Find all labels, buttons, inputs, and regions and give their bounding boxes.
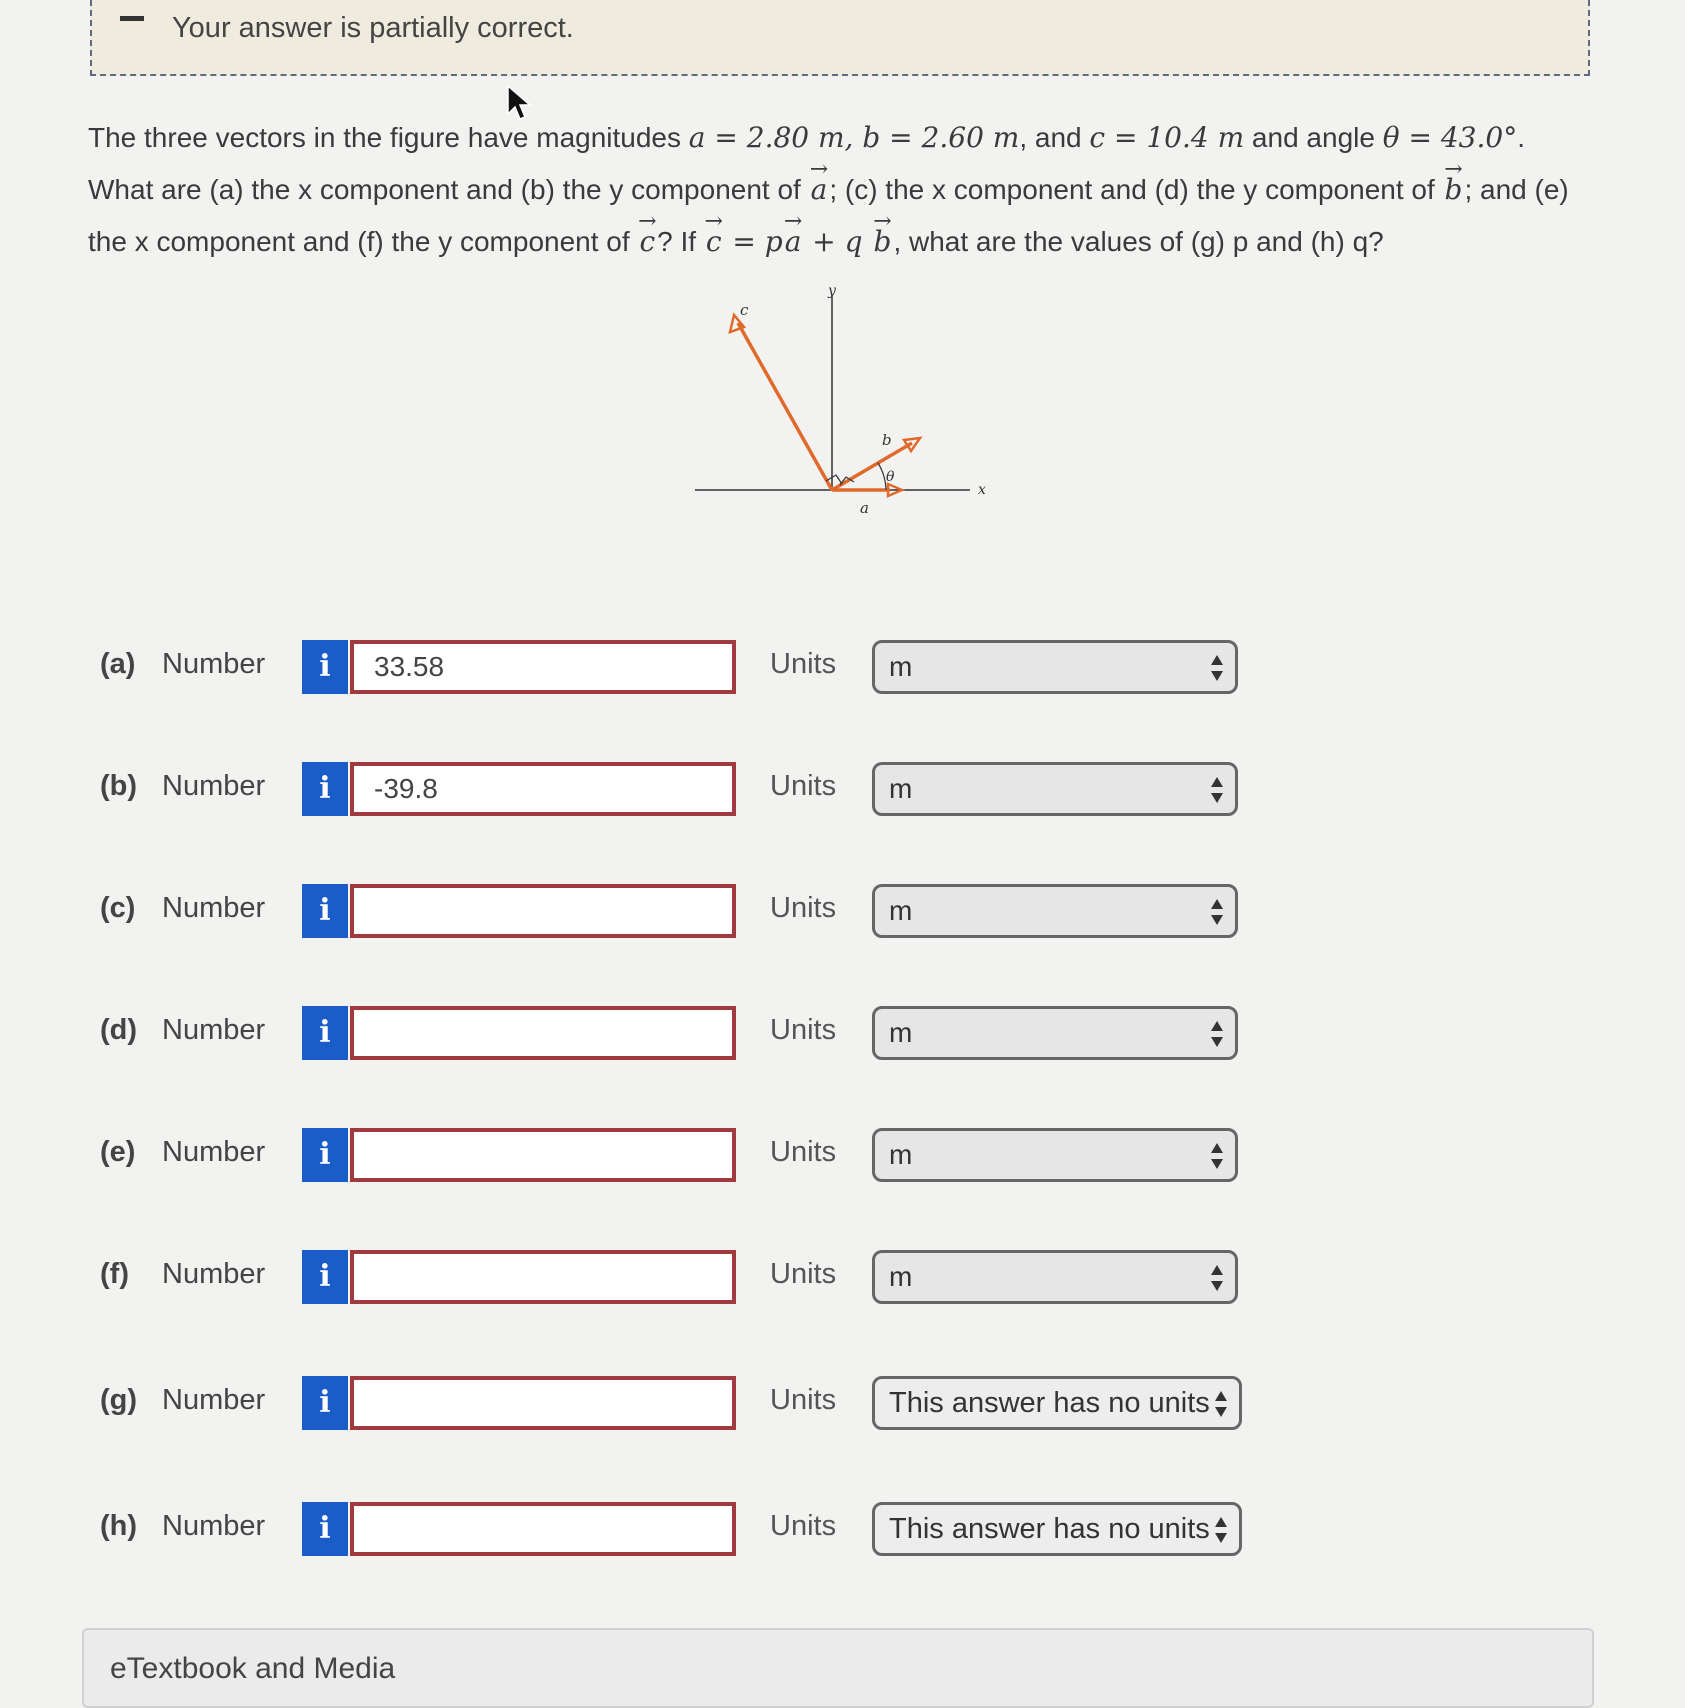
updown-arrows-icon: [1209, 1141, 1225, 1171]
units-select[interactable]: [872, 1006, 1238, 1060]
info-icon[interactable]: i: [302, 1006, 348, 1060]
part-label: (f): [100, 1258, 129, 1290]
number-label: Number: [162, 1136, 266, 1168]
part-label: (c): [100, 892, 136, 924]
vector-c-line: [738, 323, 832, 490]
units-label: Units: [770, 1014, 837, 1046]
units-value: m: [889, 773, 913, 804]
y-axis-label: y: [828, 285, 836, 299]
etextbook-panel[interactable]: [82, 1628, 1594, 1708]
answer-row-h: [0, 1502, 1685, 1558]
vector-b-label: b: [882, 431, 892, 449]
units-value: m: [889, 1261, 913, 1292]
answer-input[interactable]: [350, 1250, 736, 1304]
info-icon[interactable]: i: [302, 762, 348, 816]
updown-arrows-icon: [1213, 1515, 1229, 1545]
updown-arrows-icon: [1209, 897, 1225, 927]
units-select[interactable]: [872, 762, 1238, 816]
units-select[interactable]: [872, 1502, 1242, 1556]
answer-row-a: [0, 640, 1685, 696]
answer-row-g: [0, 1376, 1685, 1432]
updown-arrows-icon: [1209, 775, 1225, 805]
vector-a-label: a: [860, 499, 869, 517]
vector-b-line: [832, 443, 912, 490]
units-value: m: [889, 651, 913, 682]
units-value: This answer has no units: [889, 1387, 1210, 1419]
etextbook-label[interactable]: eTextbook and Media: [110, 1652, 396, 1685]
number-label: Number: [162, 1014, 266, 1046]
updown-arrows-icon: [1213, 1389, 1229, 1419]
info-icon[interactable]: i: [302, 884, 348, 938]
feedback-banner: [90, 0, 1590, 76]
answer-input[interactable]: [350, 884, 736, 938]
number-label: Number: [162, 1258, 266, 1290]
units-select[interactable]: [872, 1376, 1242, 1430]
answer-row-b: [0, 762, 1685, 818]
units-value: m: [889, 1139, 913, 1170]
units-label: Units: [770, 1136, 837, 1168]
info-icon[interactable]: i: [302, 640, 348, 694]
units-label: Units: [770, 648, 837, 680]
part-label: (b): [100, 770, 138, 802]
info-icon[interactable]: i: [302, 1502, 348, 1556]
vector-b-symbol: → b: [1443, 164, 1465, 216]
part-label: (d): [100, 1014, 138, 1046]
part-label: (a): [100, 648, 136, 680]
units-label: Units: [770, 1384, 837, 1416]
units-label: Units: [770, 770, 837, 802]
vector-a-symbol: → a: [809, 164, 830, 216]
answer-input[interactable]: [350, 1128, 736, 1182]
units-value: This answer has no units: [889, 1513, 1210, 1545]
units-label: Units: [770, 1510, 837, 1542]
vector-c-symbol: → c: [637, 216, 657, 268]
answer-input[interactable]: [350, 1502, 736, 1556]
units-label: Units: [770, 1258, 837, 1290]
info-icon[interactable]: i: [302, 1128, 348, 1182]
units-select[interactable]: [872, 1250, 1238, 1304]
info-icon[interactable]: i: [302, 1376, 348, 1430]
answer-input[interactable]: [350, 1006, 736, 1060]
vector-figure: [690, 285, 1010, 525]
units-label: Units: [770, 892, 837, 924]
theta-arc: [878, 463, 886, 490]
info-icon[interactable]: i: [302, 1250, 348, 1304]
feedback-message: Your answer is partially correct.: [172, 12, 574, 44]
answer-input[interactable]: -39.8: [350, 762, 736, 816]
units-value: m: [889, 1017, 913, 1048]
answer-row-f: [0, 1250, 1685, 1306]
units-select[interactable]: [872, 640, 1238, 694]
x-axis-label: x: [978, 482, 986, 498]
units-select[interactable]: [872, 884, 1238, 938]
partial-icon: [120, 16, 144, 21]
updown-arrows-icon: [1209, 1263, 1225, 1293]
number-label: Number: [162, 892, 266, 924]
part-label: (e): [100, 1136, 136, 1168]
number-label: Number: [162, 1510, 266, 1542]
units-value: m: [889, 895, 913, 926]
answer-row-e: [0, 1128, 1685, 1184]
part-label: (h): [100, 1510, 138, 1542]
updown-arrows-icon: [1209, 653, 1225, 683]
number-label: Number: [162, 770, 266, 802]
answer-row-d: [0, 1006, 1685, 1062]
question-text: The three vectors in the figure have magnitudes a = 2.80 m, b = 2.60 m, and c = 10.4 m and angle θ = 43.0°. What are (a) the x component and (b) the y component of → a; (c) the x component and (d) the y component of → b; and (e) the x component and (f) the y component of → c? If → c = p→ a + q → b, what are the values of (g) p and (h) q?: [88, 112, 1598, 268]
part-label: (g): [100, 1384, 138, 1416]
answer-input[interactable]: 33.58: [350, 640, 736, 694]
number-label: Number: [162, 1384, 266, 1416]
updown-arrows-icon: [1209, 1019, 1225, 1049]
units-select[interactable]: [872, 1128, 1238, 1182]
theta-label: θ: [886, 469, 895, 485]
answer-row-c: [0, 884, 1685, 940]
number-label: Number: [162, 648, 266, 680]
vector-c-label: c: [740, 301, 749, 319]
answer-input[interactable]: [350, 1376, 736, 1430]
